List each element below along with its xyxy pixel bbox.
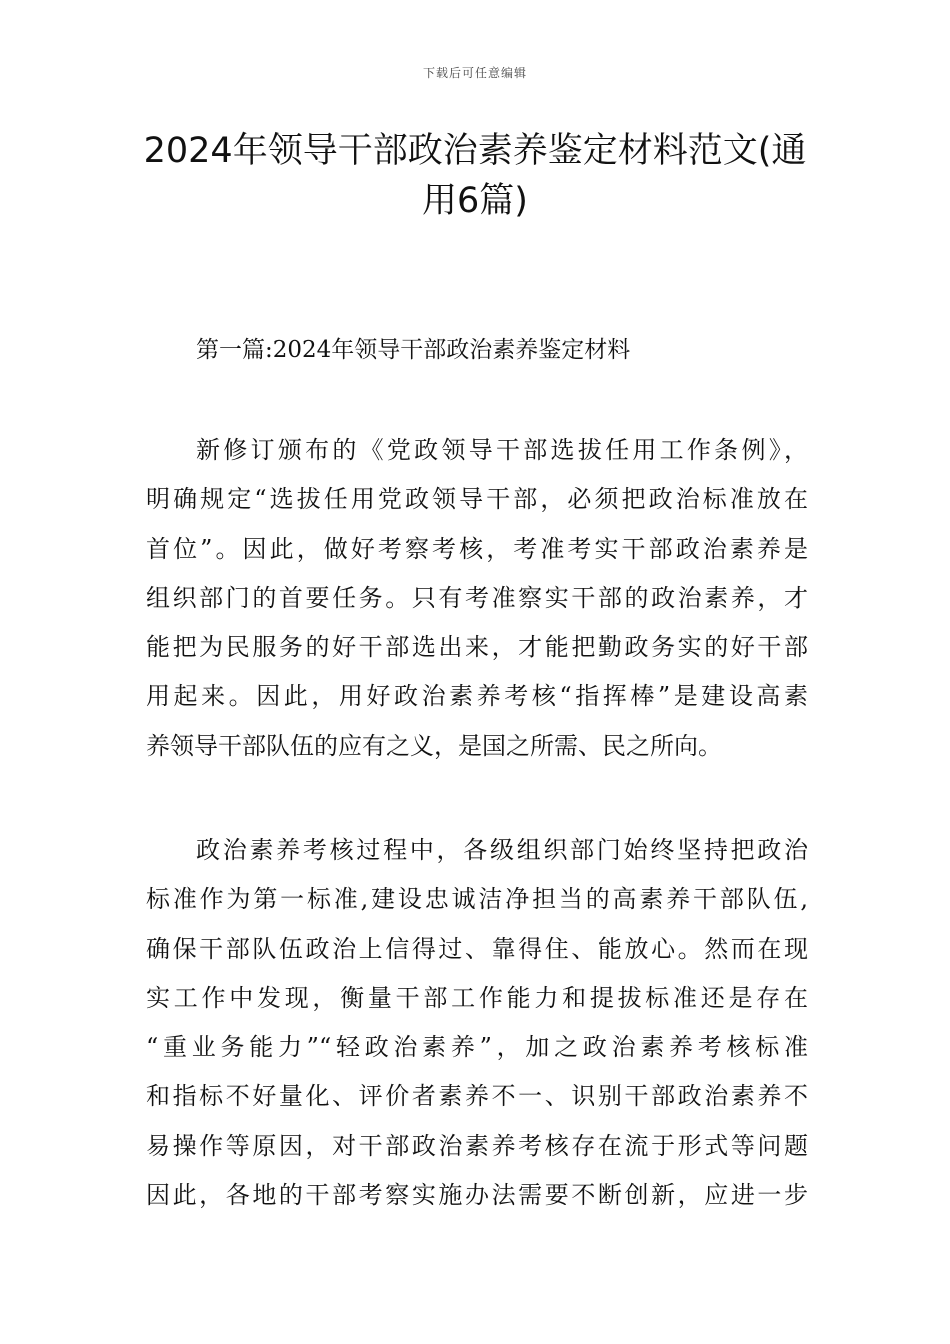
paragraph-line: 政治素养考核过程中，各级组织部门始终坚持把政治 (196, 836, 808, 864)
paragraph (146, 426, 808, 771)
document-title (120, 126, 830, 226)
paragraph-line: 能把为民服务的好干部选出来，才能把勤政务实的好干部 (146, 633, 808, 662)
paragraph-line: 实工作中发现，衡量干部工作能力和提拔标准还是存在 (146, 983, 808, 1012)
paragraph-line: 养领导干部队伍的应有之义，是国之所需、民之所向。 (146, 731, 722, 760)
paragraph-line: 标准作为第一标准,建设忠诚洁净担当的高素养干部队伍, (146, 885, 808, 914)
paragraph-line: 明确规定“选拔任用党政领导干部，必须把政治标准放在 (146, 485, 808, 514)
paragraph-line: 用起来。因此，用好政治素养考核“指挥棒”是建设高素 (146, 682, 808, 711)
document-title-line: 用6篇) (422, 181, 528, 221)
paragraph-line: 首位”。因此，做好考察考核，考准考实干部政治素养是 (146, 534, 808, 563)
paragraph-line: 因此，各地的干部考察实施办法需要不断创新，应进一步 (146, 1181, 808, 1210)
paragraph-line: 确保干部队伍政治上信得过、靠得住、能放心。然而在现 (146, 934, 808, 963)
paragraph-line: 和指标不好量化、评价者素养不一、识别干部政治素养不 (146, 1082, 808, 1111)
header-note: 下载后可任意编辑 (422, 66, 527, 80)
paragraph (146, 826, 808, 1220)
paragraph-line: 新修订颁布的《党政领导干部选拔任用工作条例》， (196, 436, 808, 464)
section-heading: 第一篇:2024年领导干部政治素养鉴定材料 (196, 337, 631, 363)
paragraph-line: “重业务能力”“轻政治素养”，加之政治素养考核标准 (146, 1033, 808, 1062)
paragraph-line: 组织部门的首要任务。只有考准察实干部的政治素养，才 (146, 583, 808, 612)
document-title-line: 2024年领导干部政治素养鉴定材料范文(通 (143, 131, 807, 171)
paragraph-line: 易操作等原因，对干部政治素养考核存在流于形式等问题 (146, 1131, 808, 1160)
